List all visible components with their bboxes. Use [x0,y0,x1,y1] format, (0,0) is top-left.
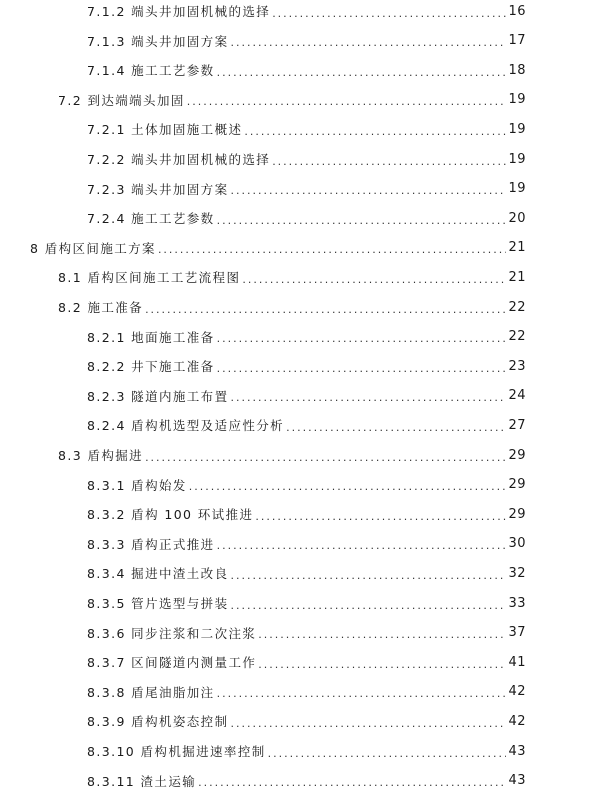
toc-entry-page-number: 21 [508,269,526,285]
toc-entry-label: 8.3.11 渣土运输 [87,773,197,789]
toc-entry[interactable] [58,445,526,465]
toc-entry[interactable] [87,179,526,199]
toc-entry-label: 7.2.3 端头井加固方案 [87,181,229,197]
toc-entry-label: 7.2.2 端头井加固机械的选择 [87,152,271,167]
toc-entry[interactable] [87,356,526,376]
toc-entry-label: 8.3 盾构掘进 [58,448,144,463]
toc-entry-page-number: 29 [508,506,526,522]
toc-entry-page-number: 18 [508,62,526,78]
toc-leader-dots [217,66,507,79]
toc-entry-label: 8.3.2 盾构 100 环试推进 [87,507,254,523]
toc-entry-label: 8.3.7 区间隧道内测量工作 [87,655,257,671]
toc-leader-dots [230,569,506,582]
toc-leader-dots [230,599,506,612]
toc-entry-page-number: 16 [508,3,526,19]
toc-leader-dots [145,451,506,464]
toc-entry-label: 8.3.1 盾构始发 [87,477,187,493]
toc-leader-dots [217,214,507,227]
toc-leader-dots [145,303,506,316]
toc-entry-page-number: 37 [508,625,526,641]
toc-entry-label: 8.3.8 盾尾油脂加注 [87,684,215,700]
toc-entry-label: 7.2.1 土体加固施工概述 [87,122,243,138]
toc-entry-label: 8 盾构区间施工方案 [30,240,156,256]
toc-entry[interactable] [58,267,526,287]
toc-entry-label: 8.1 盾构区间施工工艺流程图 [58,270,241,286]
toc-leader-dots [272,155,506,168]
toc-leader-dots [158,243,507,256]
toc-entry[interactable] [87,386,526,406]
toc-entry[interactable] [87,741,526,761]
toc-entry-page-number: 19 [508,151,526,167]
toc-entry-page-number: 41 [508,654,526,670]
toc-entry[interactable] [87,60,526,80]
toc-entry[interactable] [87,652,526,672]
toc-leader-dots [217,539,507,552]
toc-leader-dots [198,776,506,789]
toc-entry[interactable] [87,1,526,21]
toc-entry[interactable] [87,475,526,495]
toc-entry-page-number: 42 [508,713,526,729]
toc-leader-dots [230,184,506,197]
toc-entry-page-number: 27 [508,417,526,433]
toc-entry-page-number: 42 [508,684,526,700]
toc-entry[interactable] [87,711,526,731]
toc-entry-label: 8.3.5 管片选型与拼装 [87,596,229,611]
toc-entry-page-number: 30 [508,536,526,552]
toc-entry[interactable] [87,771,526,791]
toc-entry-page-number: 22 [508,329,526,345]
toc-entry-label: 8.3.3 盾构正式推进 [87,536,215,552]
toc-leader-dots [217,362,507,375]
toc-entry[interactable] [87,327,526,347]
toc-entry-label: 7.2.4 施工工艺参数 [87,211,215,227]
toc-entry[interactable] [87,208,526,228]
toc-entry-page-number: 17 [508,33,526,49]
toc-entry-page-number: 43 [508,743,526,759]
toc-entry-label: 8.2.1 地面施工准备 [87,329,215,345]
toc-entry-page-number: 32 [508,565,526,581]
toc-entry-page-number: 23 [508,358,526,374]
toc-leader-dots [217,332,507,345]
toc-entry-page-number: 43 [508,773,526,789]
toc-entry[interactable] [87,119,526,139]
toc-leader-dots [286,421,506,434]
toc-leader-dots [230,36,506,49]
toc-entry-page-number: 19 [508,181,526,197]
toc-entry-label: 8.3.9 盾构机姿态控制 [87,714,229,730]
toc-entry[interactable] [30,238,526,258]
toc-entry-page-number: 19 [508,92,526,108]
toc-entry[interactable] [87,149,526,169]
toc-entry-label: 8.3.4 掘进中渣土改良 [87,566,229,582]
toc-entry[interactable] [87,623,526,643]
toc-entry-page-number: 20 [508,210,526,226]
toc-entry-label: 8.2.2 井下施工准备 [87,359,215,375]
toc-leader-dots [242,273,506,286]
toc-leader-dots [268,747,507,760]
toc-entry-label: 7.1.2 端头井加固机械的选择 [87,4,271,19]
toc-entry[interactable] [58,90,526,110]
toc-entry-label: 8.3.6 同步注浆和二次注浆 [87,625,257,641]
toc-entry[interactable] [87,31,526,51]
toc-leader-dots [258,658,506,671]
toc-entry-page-number: 24 [508,388,526,404]
toc-entry-label: 7.1.4 施工工艺参数 [87,63,215,79]
toc-entry-label: 7.2 到达端端头加固 [58,92,185,108]
toc-entry[interactable] [87,415,526,435]
toc-leader-dots [258,628,506,641]
toc-entry-page-number: 29 [508,447,526,463]
toc-leader-dots [244,125,506,138]
toc-entry-page-number: 19 [508,121,526,137]
toc-entry-page-number: 33 [508,595,526,611]
toc-entry-page-number: 22 [508,299,526,315]
toc-leader-dots [189,480,507,493]
toc-entry-page-number: 21 [508,240,526,256]
toc-entry[interactable] [58,297,526,317]
toc-entry[interactable] [87,534,526,554]
toc-entry[interactable] [87,682,526,702]
toc-leader-dots [187,95,507,108]
toc-entry-label: 8.3.10 盾构机掘进速率控制 [87,744,266,759]
toc-entry[interactable] [87,504,526,524]
toc-leader-dots [217,687,507,700]
toc-entry-page-number: 29 [508,477,526,493]
toc-leader-dots [230,717,506,730]
toc-entry[interactable] [87,593,526,613]
toc-entry-label: 8.2 施工准备 [58,300,144,315]
toc-leader-dots [272,7,506,20]
toc-entry-label: 8.2.3 隧道内施工布置 [87,388,229,404]
toc-entry-label: 7.1.3 端头井加固方案 [87,33,229,49]
toc-leader-dots [230,391,506,404]
toc-entry[interactable] [87,563,526,583]
toc-entry-label: 8.2.4 盾构机选型及适应性分析 [87,418,285,434]
toc-leader-dots [255,510,506,523]
